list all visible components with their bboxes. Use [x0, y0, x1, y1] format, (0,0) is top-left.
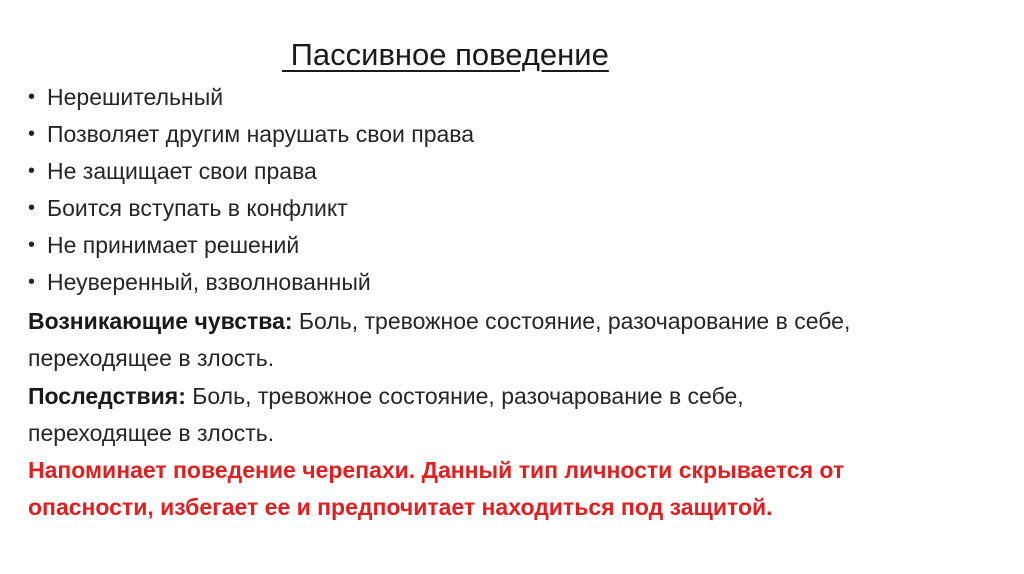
bullet-text: Позволяет другим нарушать свои права	[47, 121, 475, 147]
bullet-text: Неуверенный, взволнованный	[47, 269, 371, 295]
consequences-label: Последствия:	[28, 383, 186, 409]
bullet-item	[28, 153, 474, 190]
bullet-item	[28, 190, 474, 227]
bullet-text: Не принимает решений	[47, 232, 300, 258]
feelings-text-line2: переходящее в злость.	[28, 345, 275, 371]
bullet-item	[28, 264, 474, 301]
bullet-dot-icon: •	[28, 160, 36, 182]
bullet-dot-icon: •	[28, 123, 36, 145]
bullet-text: Нерешительный	[47, 84, 224, 110]
bullet-text: Боится вступать в конфликт	[47, 195, 348, 221]
feelings-text-line1: Боль, тревожное состояние, разочарование в себе,	[292, 308, 851, 334]
bullet-dot-icon: •	[28, 271, 36, 293]
bullet-dot-icon: •	[28, 197, 36, 219]
bullet-item	[28, 227, 474, 264]
bullet-item	[28, 79, 474, 116]
bullet-item	[28, 116, 474, 153]
consequences-text-line2: переходящее в злость.	[28, 420, 275, 446]
bullet-text: Не защищает свои права	[47, 158, 317, 184]
consequences-text-line1: Боль, тревожное состояние, разочарование в себе,	[185, 383, 744, 409]
slide-title: Пассивное поведение	[282, 37, 609, 72]
conclusion-paragraph	[28, 452, 1008, 526]
conclusion-line1: Напоминает поведение черепахи. Данный тип личности скрывается от	[28, 457, 845, 483]
bullet-dot-icon: •	[28, 234, 36, 256]
bullet-list	[28, 79, 474, 301]
feelings-paragraph	[28, 303, 1008, 377]
feelings-label: Возникающие чувства:	[28, 308, 293, 334]
consequences-paragraph	[28, 378, 1008, 452]
bullet-dot-icon: •	[28, 86, 36, 108]
conclusion-line2: опасности, избегает ее и предпочитает находиться под защитой.	[28, 494, 773, 520]
